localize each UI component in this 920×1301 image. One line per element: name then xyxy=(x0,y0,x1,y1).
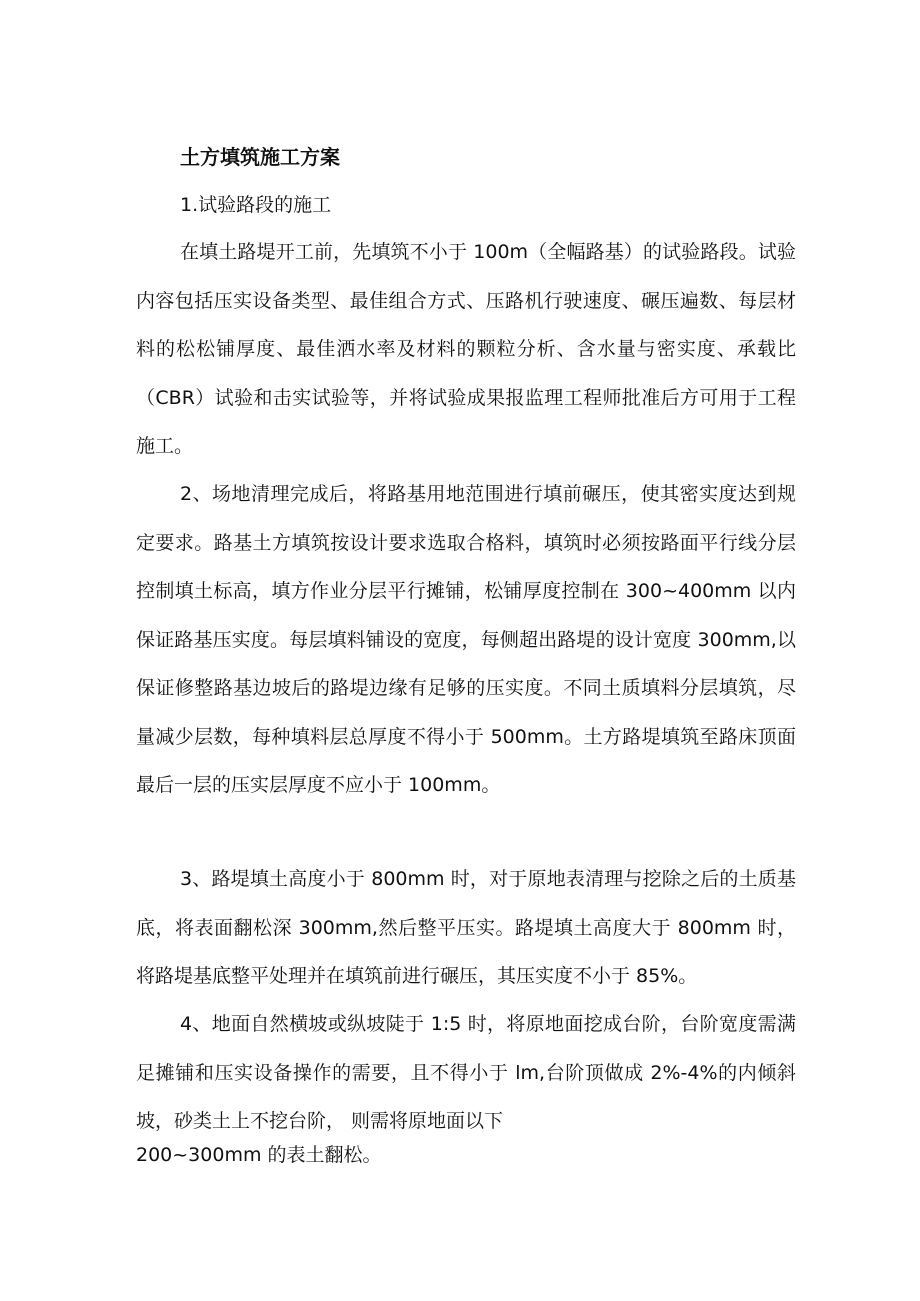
paragraph-fill-height: 3、路堤填土高度小于 800mm 时，对于原地表清理与挖除之后的土质基底，将表面翻松深 300mm,然后整平压实。路堤填土高度大于 800mm 时，将路堤基底整平处理并在填筑前进行碾压，其压实度不小于 85%。 xyxy=(136,868,796,987)
paragraph-slope-steps: 4、地面自然横坡或纵坡陡于 1:5 时，将原地面挖成台阶，台阶宽度需满足摊铺和压实设备操作的需要，且不得小于 lm,台阶顶做成 2%-4%的内倾斜坡，砂类土上不挖台阶， 则需将原地面以下 xyxy=(136,1013,796,1132)
paragraph-site-clearing: 2、场地清理完成后，将路基用地范围进行填前碾压，使其密实度达到规定要求。路基土方填筑按设计要求选取合格料，填筑时必须按路面平行线分层控制填土标高，填方作业分层平行摊铺，松铺厚度控制在 300~400mm 以内保证路基压实度。每层填料铺设的宽度，每侧超出路堤的设计宽度 300mm,以保证修整路基边坡后的路堤边缘有足够的压实度。不同土质填料分层填筑，尽量减少层数，每种填料层总厚度不得小于 500mm。土方路堤填筑至路床顶面最后一层的压实层厚度不应小于 100mm。 xyxy=(136,483,796,796)
document-title: 土方填筑施工方案 xyxy=(180,145,340,169)
section-heading: 1.试验路段的施工 xyxy=(180,194,332,216)
paragraph-trial-section: 在填土路堤开工前，先填筑不小于 100m（全幅路基）的试验路段。试验内容包括压实设备类型、最佳组合方式、压路机行驶速度、碾压遍数、每层材料的松松铺厚度、最佳洒水率及材料的颗粒分析、含水量与密实度、承载比（CBR）试验和击实试验等，并将试验成果报监理工程师批准后方可用于工程施工。 xyxy=(136,241,796,457)
paragraph-tail-line: 200~300mm 的表土翻松。 xyxy=(136,1144,382,1166)
